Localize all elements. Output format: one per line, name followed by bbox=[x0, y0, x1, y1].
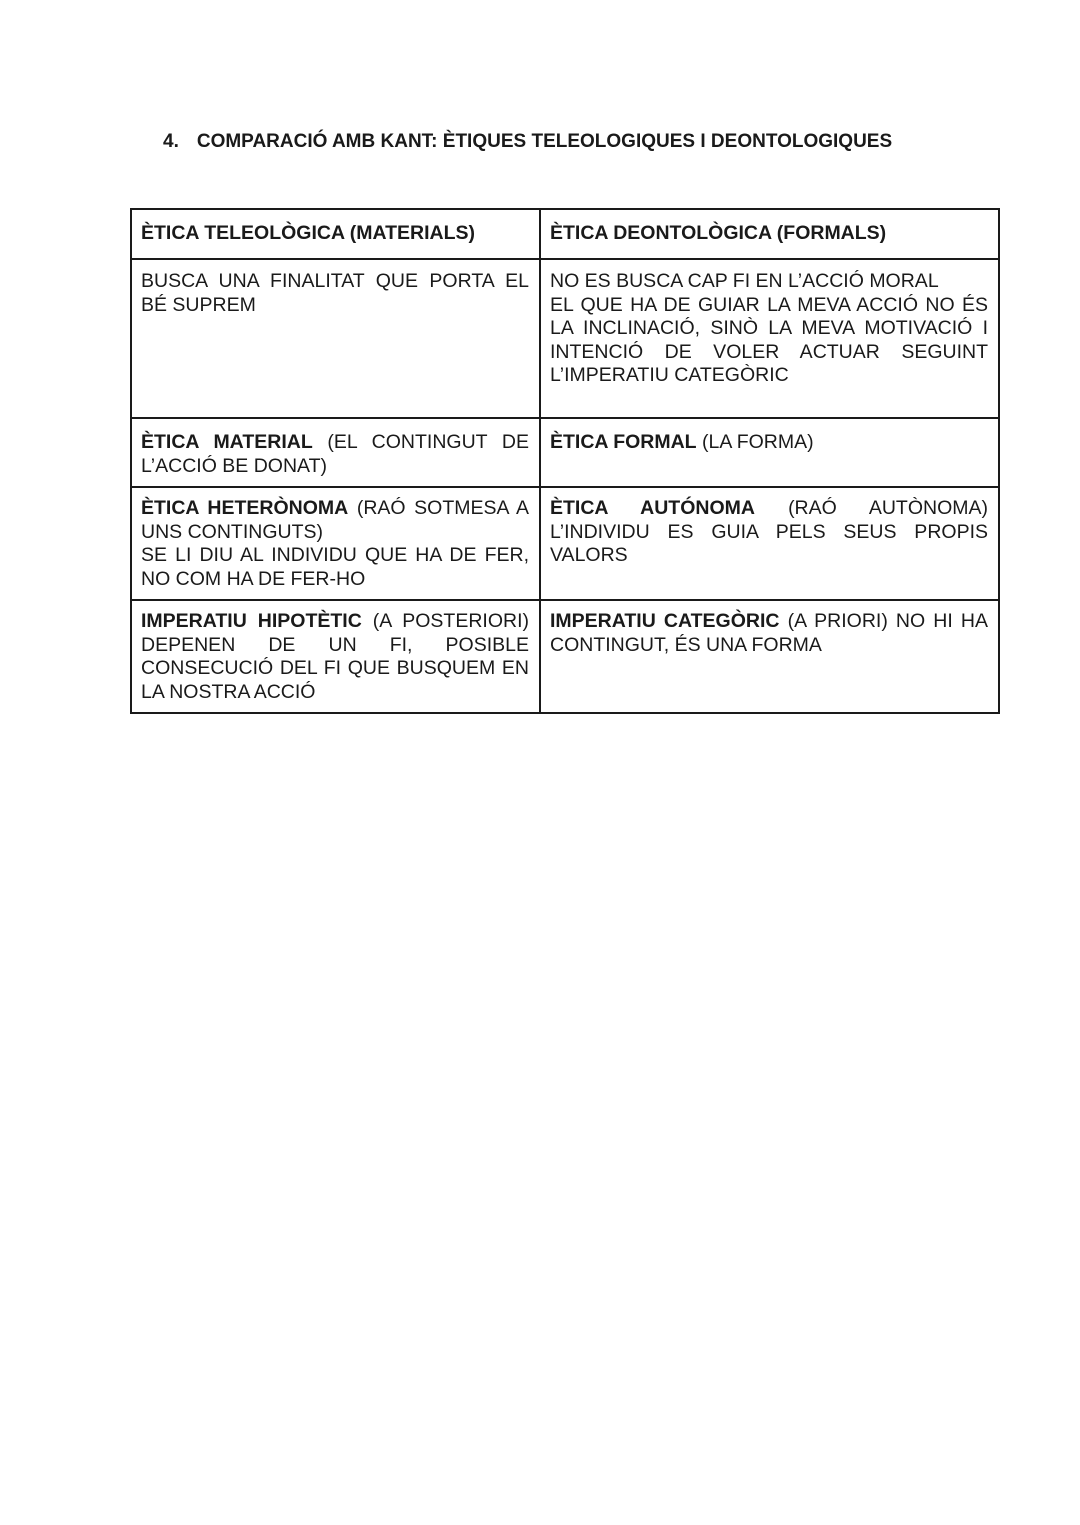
section-title: COMPARACIÓ AMB KANT: ÈTIQUES TELEOLOGIQUES I DEONTOLOGIQUES bbox=[196, 131, 893, 152]
cell-text: (RAÓ SOTMESA A UNS CONTINGUTS) bbox=[141, 497, 529, 543]
cell-heteronomous-ethics bbox=[131, 487, 540, 600]
cell-text: (EL CONTINGUT DE L’ACCIÓ BE DONAT) bbox=[141, 431, 529, 477]
table-row bbox=[131, 487, 999, 600]
cell-deontological-aim bbox=[540, 259, 999, 418]
cell-term: ÈTICA MATERIAL bbox=[141, 431, 313, 453]
cell-text: (LA FORMA) bbox=[696, 431, 814, 453]
cell-term: ÈTICA FORMAL bbox=[550, 431, 697, 453]
table-row bbox=[131, 600, 999, 713]
section-number: 4. bbox=[163, 131, 179, 152]
table-header-row bbox=[131, 209, 999, 259]
cell-term: ÈTICA HETERÒNOMA bbox=[141, 497, 349, 519]
cell-text: NO ES BUSCA CAP FI EN L’ACCIÓ MORAL bbox=[550, 270, 939, 292]
cell-text: SE LI DIU AL INDIVIDU QUE HA DE FER, NO COM HA DE FER-HO bbox=[141, 544, 529, 590]
cell-term: ÈTICA AUTÓNOMA bbox=[550, 497, 755, 519]
cell-text: EL QUE HA DE GUIAR LA MEVA ACCIÓ NO ÉS LA INCLINACIÓ, SINÒ LA MEVA MOTIVACIÓ I INTENCIÓ DE VOLER ACTUAR SEGUINT L’IMPERATIU CATEGÒRIC bbox=[550, 293, 988, 386]
cell-formal-ethics bbox=[540, 418, 999, 487]
comparison-table bbox=[130, 208, 1000, 714]
cell-categorical-imperative bbox=[540, 600, 999, 713]
cell-material-ethics bbox=[131, 418, 540, 487]
cell-term: IMPERATIU CATEGÒRIC bbox=[550, 610, 780, 632]
cell-term: IMPERATIU HIPOTÈTIC bbox=[141, 610, 362, 632]
cell-teleological-aim: BUSCA UNA FINALITAT QUE PORTA EL BÉ SUPREM bbox=[131, 259, 540, 418]
table-row bbox=[131, 259, 999, 418]
table-row bbox=[131, 418, 999, 487]
section-heading bbox=[163, 131, 892, 153]
cell-text: (A PRIORI) NO HI HA CONTINGUT, ÉS UNA FORMA bbox=[550, 610, 988, 656]
cell-hypothetical-imperative bbox=[131, 600, 540, 713]
cell-text: (A POSTERIORI) DEPENEN DE UN FI, POSIBLE CONSECUCIÓ DEL FI QUE BUSQUEM EN LA NOSTRA ACCIÓ bbox=[141, 610, 529, 703]
header-deontological: ÈTICA DEONTOLÒGICA (FORMALS) bbox=[540, 209, 999, 259]
cell-autonomous-ethics bbox=[540, 487, 999, 600]
cell-text: (RAÓ AUTÒNOMA) L’INDIVIDU ES GUIA PELS SEUS PROPIS VALORS bbox=[550, 497, 988, 566]
header-teleological: ÈTICA TELEOLÒGICA (MATERIALS) bbox=[131, 209, 540, 259]
